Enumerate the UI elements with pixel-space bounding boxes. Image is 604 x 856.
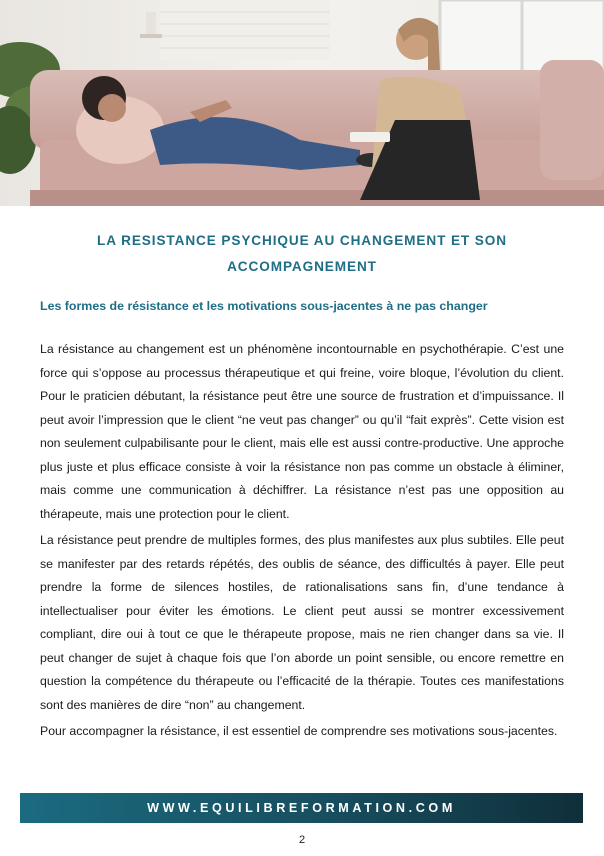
paragraph-3: Pour accompagner la résistance, il est essentiel de comprendre ses motivations sous-jacentes. [40,724,558,738]
page-number: 2 [298,834,306,846]
photo-therapy-session-icon [0,0,604,206]
document-title: LA RESISTANCE PSYCHIQUE AU CHANGEMENT ET SON ACCOMPAGNEMENT [97,233,507,274]
section-subtitle: Les formes de résistance et les motivations sous-jacentes à ne pas changer [40,299,488,313]
paragraph-1: La résistance au changement est un phénomène incontournable en psychothérapie. C’est une force qui s’oppose au processus thérapeutique et qui freine, voire bloque, l’évolution du client. Pour le praticien débutant, la résistance peut être une source de frustration et d’impuissance. Il peut avoir l’impression que le client “ne veut pas changer” ou qu’il “fait exprès”. Cette vision est non seulement culpabilisante pour le client, mais elle est aussi contre-productive. Une approche plus juste et plus efficace consiste à voir la résistance non pas comme un obstacle à éliminer, mais comme une communication à déchiffrer. La résistance n’est pas une opposition au thérapeute, mais une protection pour le client. [40,342,564,521]
header-photo [0,0,604,206]
paragraph-2: La résistance peut prendre de multiples formes, des plus manifestes aux plus subtiles. Elle peut se manifester par des retards répétés, des oublis de séance, des difficultés à payer. Elle peut prendre la forme de silences hostiles, de rationalisations sans fin, d’une tendance à intellectualiser pour éviter les émotions. Le client peut aussi se montrer excessivement compliant, dire oui à tout ce que le thérapeute propose, mais ne rien changer dans sa vie. Il peut changer de sujet à chaque fois que l’on aborde un point sensible, ou encore remettre en question la compétence du thérapeute ou l’efficacité de la thérapie. Toutes ces manifestations sont des manières de dire “non” au changement. [40,533,564,712]
website-banner[interactable] [20,793,583,823]
website-link[interactable]: WWW.EQUILIBREFORMATION.COM [147,801,456,815]
